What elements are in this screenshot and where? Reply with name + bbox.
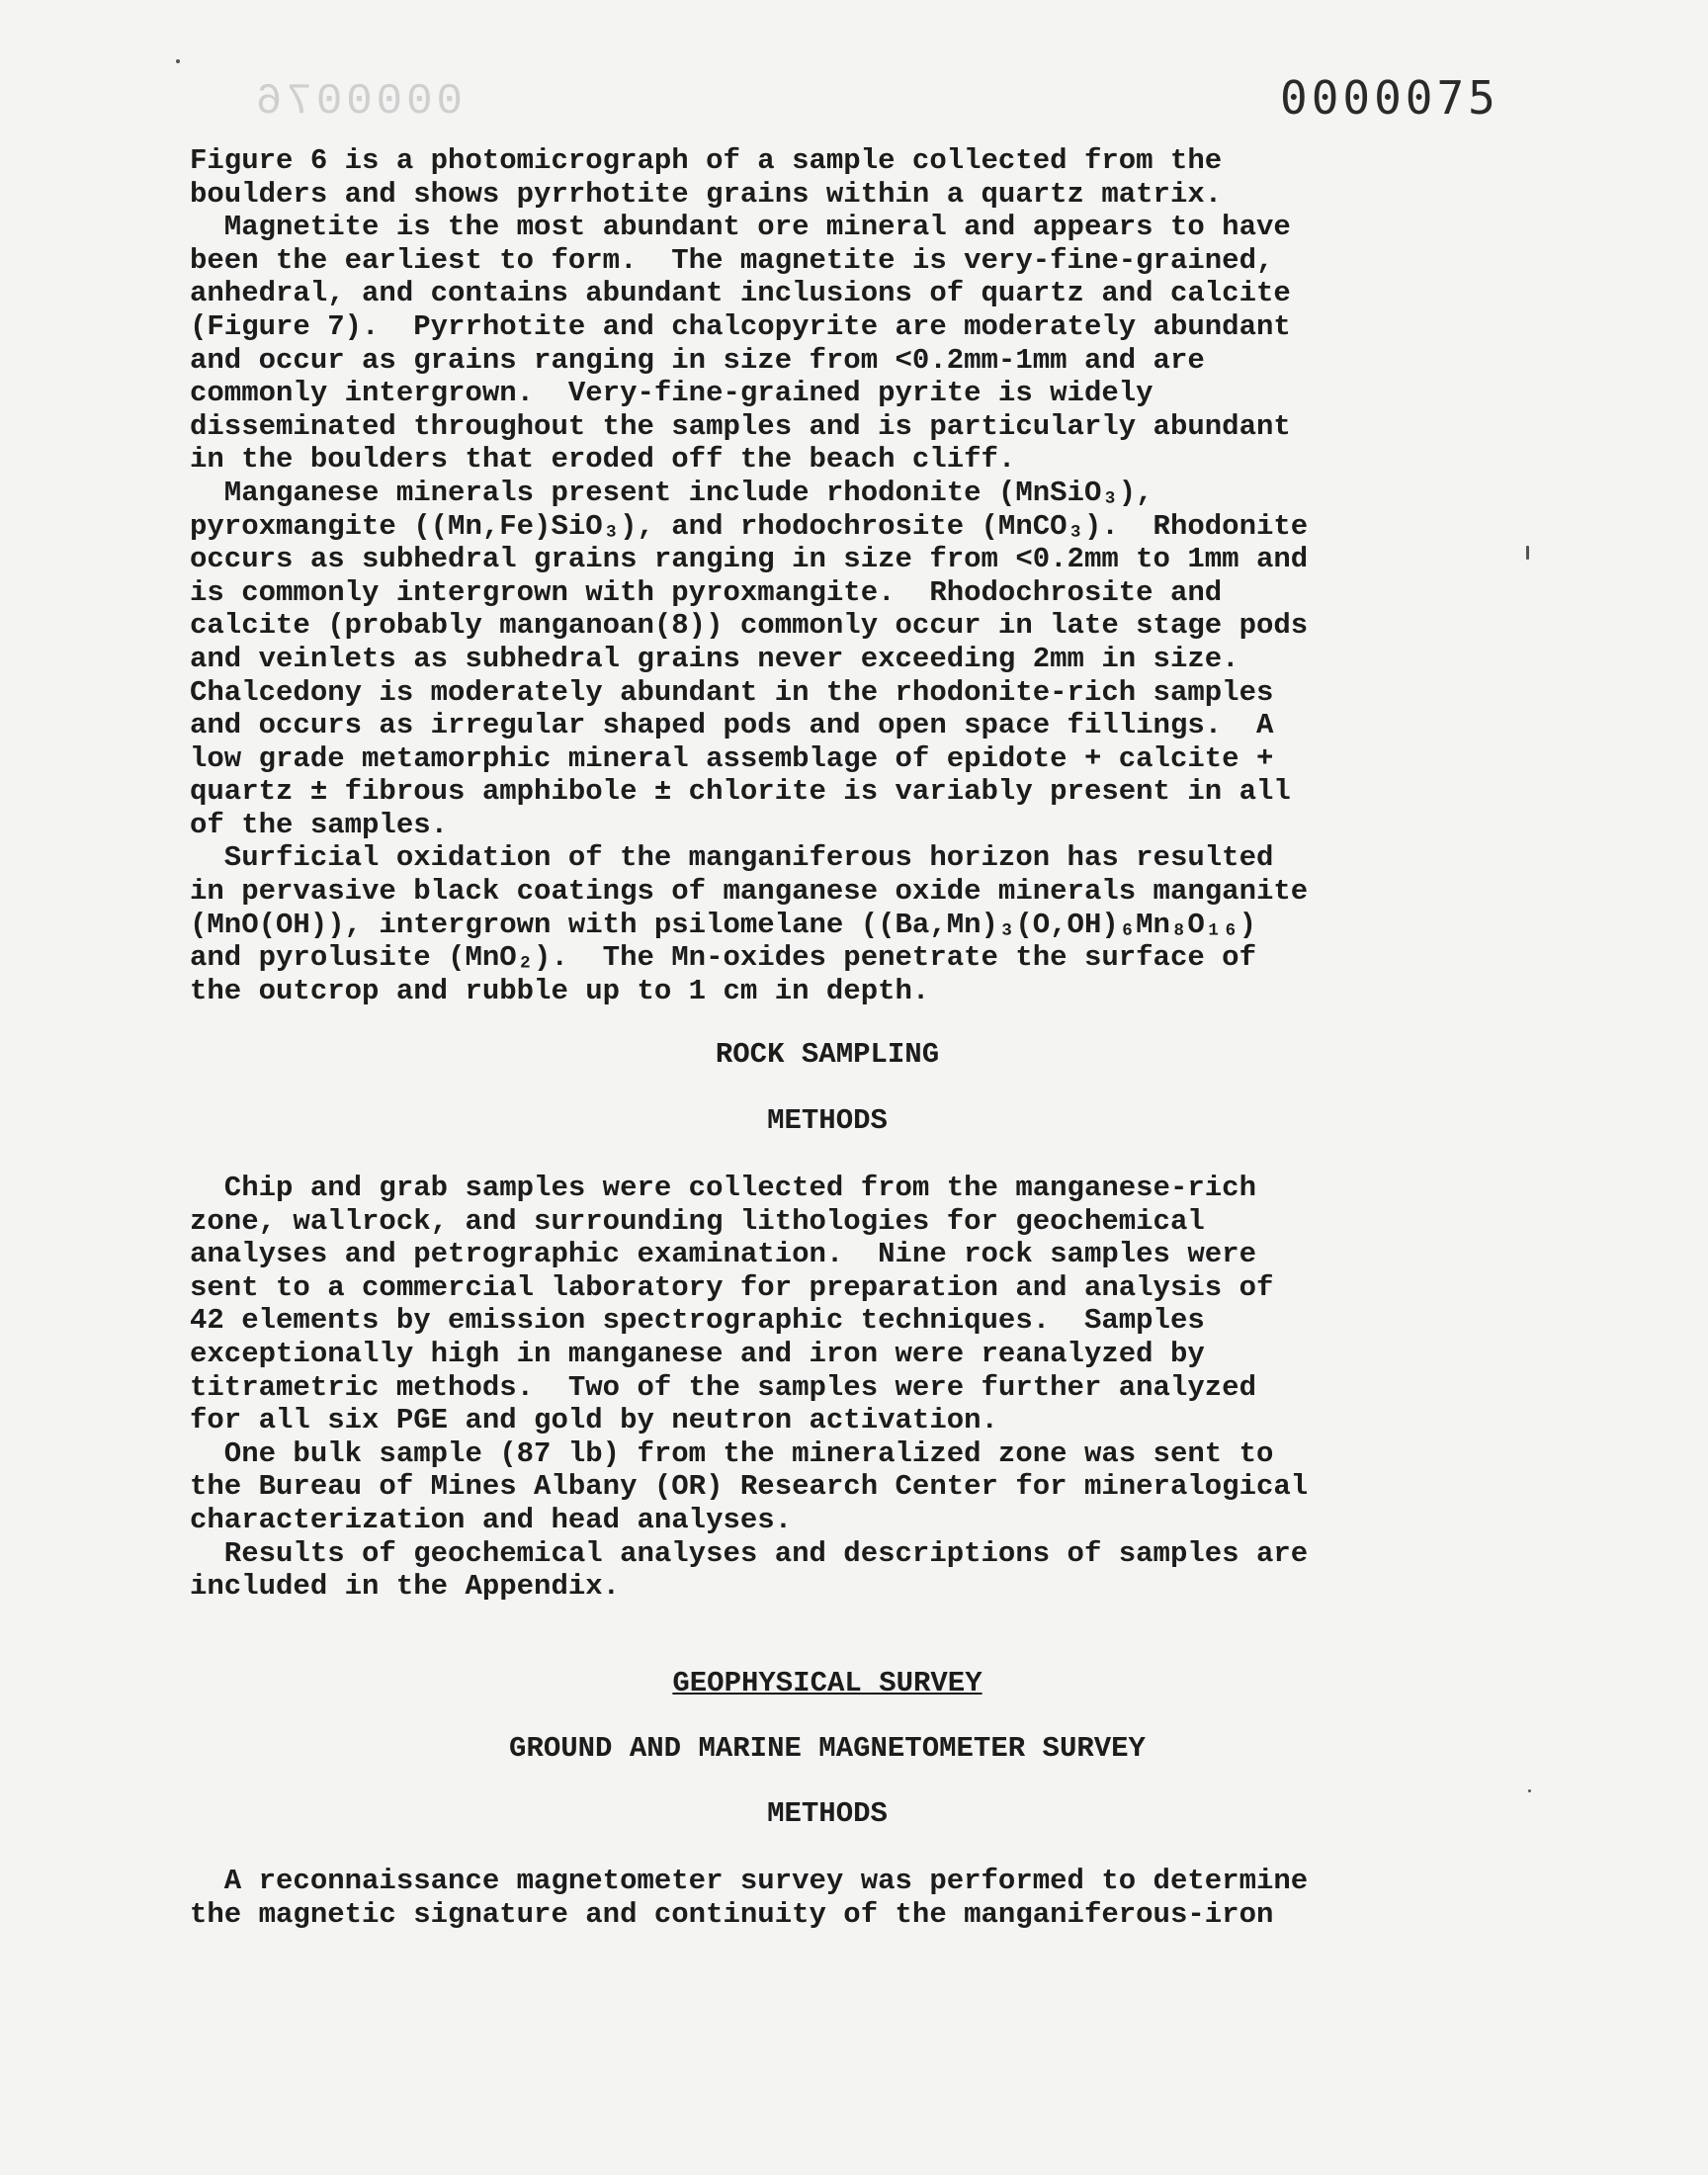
text-line: Figure 6 is a photomicrograph of a sample collected from the (190, 144, 1223, 177)
text-line: Results of geochemical analyses and descriptions of samples are (190, 1536, 1309, 1570)
text-line: sent to a commercial laboratory for preparation and analysis of (190, 1270, 1274, 1304)
text-line: (MnO(OH)), intergrown with psilomelane ((Ba,Mn)₃(O,OH)₆Mn₈O₁₆) (190, 908, 1256, 941)
text-line: 42 elements by emission spectrographic techniques. Samples (190, 1304, 1205, 1338)
text-line: occurs as subhedral grains ranging in size from <0.2mm to 1mm and (190, 543, 1309, 576)
text-line: the magnetic signature and continuity of the manganiferous-iron (190, 1897, 1274, 1931)
heading-rock-sampling: ROCK SAMPLING (715, 1038, 940, 1071)
text-line: in the boulders that eroded off the beach cliff. (190, 443, 1016, 477)
text-line: and veinlets as subhedral grains never exceeding 2mm in size. (190, 642, 1239, 675)
text-line: Manganese minerals present include rhodonite (MnSiO₃), (190, 476, 1153, 509)
heading-methods-1: METHODS (767, 1104, 888, 1137)
scan-speck (1528, 1789, 1531, 1792)
text-line: disseminated throughout the samples and is particularly abundant (190, 409, 1291, 443)
text-line: and occur as grains ranging in size from <0.2mm-1mm and are (190, 343, 1205, 377)
body-text-block-1 (190, 144, 1504, 1007)
text-line: low grade metamorphic mineral assemblage of epidote + calcite + (190, 741, 1274, 775)
text-line: A reconnaissance magnetometer survey was performed to determine (190, 1865, 1309, 1897)
text-line: quartz ± fibrous amphibole ± chlorite is variably present in all (190, 775, 1291, 809)
text-line: (Figure 7). Pyrrhotite and chalcopyrite are moderately abundant (190, 309, 1291, 343)
text-line: and occurs as irregular shaped pods and open space fillings. A (190, 709, 1274, 742)
text-line: pyroxmangite ((Mn,Fe)SiO₃), and rhodochrosite (MnCO₃). Rhodonite (190, 509, 1309, 543)
text-line: included in the Appendix. (190, 1570, 621, 1604)
text-line: for all six PGE and gold by neutron activation. (190, 1404, 998, 1437)
ghost-page-number: 0000076 (252, 77, 463, 127)
text-line: boulders and shows pyrrhotite grains within a quartz matrix. (190, 177, 1223, 211)
text-line: calcite (probably manganoan(8)) commonly occur in late stage pods (190, 609, 1309, 643)
text-line: and pyrolusite (MnO₂). The Mn-oxides penetrate the surface of (190, 941, 1256, 975)
heading-geophysical-survey-text: GEOPHYSICAL SURVEY (672, 1667, 982, 1699)
text-line: Magnetite is the most abundant ore mineral and appears to have (190, 211, 1291, 244)
text-line: zone, wallrock, and surrounding lithologies for geochemical (190, 1204, 1205, 1238)
text-line: Surficial oxidation of the manganiferous horizon has resulted (190, 841, 1274, 875)
page-number: 0000075 (1280, 71, 1499, 125)
text-line: Chip and grab samples were collected from the manganese-rich (190, 1172, 1256, 1204)
heading-magnetometer-survey: GROUND AND MARINE MAGNETOMETER SURVEY (509, 1732, 1146, 1765)
text-line: commonly intergrown. Very-fine-grained pyrite is widely (190, 377, 1153, 410)
text-line: been the earliest to form. The magnetite is very-fine-grained, (190, 243, 1274, 277)
scan-speck (1526, 546, 1529, 560)
text-line: the outcrop and rubble up to 1 cm in depth. (190, 974, 930, 1007)
text-line: of the samples. (190, 808, 449, 841)
body-text-block-2 (190, 1172, 1504, 1604)
heading-methods-2: METHODS (767, 1797, 888, 1830)
text-line: characterization and head analyses. (190, 1503, 793, 1536)
body-text-block-3 (190, 1865, 1504, 1931)
text-line: analyses and petrographic examination. Nine rock samples were (190, 1238, 1256, 1271)
heading-geophysical-survey (190, 1667, 1465, 1700)
text-line: One bulk sample (87 lb) from the mineralized zone was sent to (190, 1436, 1274, 1470)
text-line: anhedral, and contains abundant inclusions of quartz and calcite (190, 277, 1291, 310)
text-line: titrametric methods. Two of the samples were further analyzed (190, 1370, 1256, 1404)
text-line: exceptionally high in manganese and iron were reanalyzed by (190, 1337, 1205, 1370)
text-line: in pervasive black coatings of manganese oxide minerals manganite (190, 875, 1309, 909)
scan-speck (176, 59, 180, 63)
text-line: Chalcedony is moderately abundant in the rhodonite-rich samples (190, 675, 1274, 709)
text-line: is commonly intergrown with pyroxmangite. Rhodochrosite and (190, 575, 1223, 609)
text-line: the Bureau of Mines Albany (OR) Research Center for mineralogical (190, 1470, 1309, 1504)
